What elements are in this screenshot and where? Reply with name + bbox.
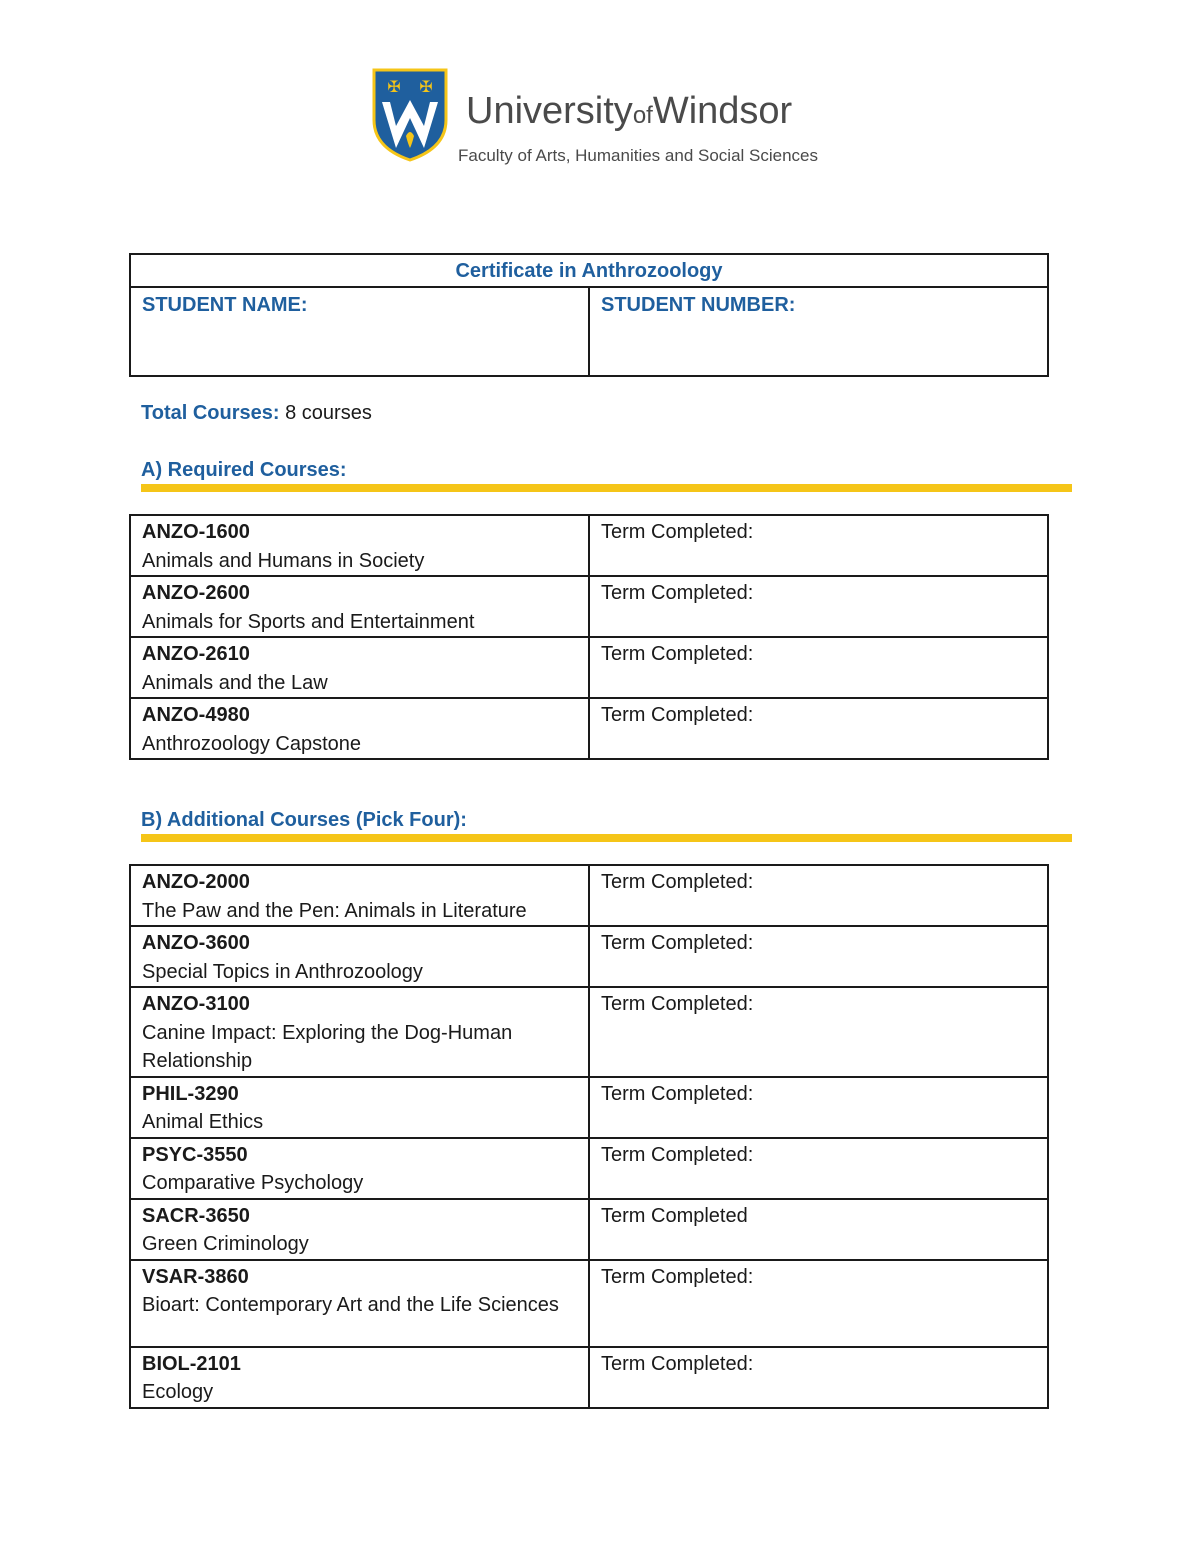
course-title: Anthrozoology Capstone [142,732,362,755]
course-code: BIOL-2101 [142,1352,241,1375]
course-code: ANZO-3100 [142,993,250,1015]
term-completed-label: Term Completed [601,1204,748,1227]
course-title: Ecology [142,1381,214,1403]
total-courses-value: 8 courses [285,402,372,424]
required-courses-heading: A) Required Courses: [141,459,347,481]
svg-text:✠: ✠ [387,77,401,96]
section-divider [141,834,1072,842]
course-title: The Paw and the Pen: Animals in Literature [142,899,527,922]
course-code: ANZO-3600 [142,932,250,954]
term-completed-label: Term Completed: [601,643,754,665]
table-row [130,1077,1048,1138]
term-completed-label: Term Completed: [601,582,754,604]
course-cell [130,1077,589,1138]
course-cell [130,926,589,987]
table-row [130,698,1048,759]
university-logo [372,68,842,168]
term-completed-cell[interactable] [589,698,1048,759]
table-row [130,576,1048,637]
course-code: ANZO-4980 [142,704,250,726]
course-cell [130,987,589,1077]
university-name: UniversityofWindsor [466,90,793,132]
course-code: ANZO-2600 [142,582,250,604]
course-cell [130,515,589,576]
term-completed-cell[interactable] [589,1199,1048,1260]
university-shield-icon [372,68,448,162]
course-cell [130,1138,589,1199]
table-row [130,1260,1048,1347]
required-courses-table [129,514,1049,760]
table-row [130,987,1048,1077]
term-completed-cell[interactable] [589,576,1048,637]
term-completed-cell[interactable] [589,1260,1048,1347]
term-completed-label: Term Completed: [601,1352,754,1375]
term-completed-label: Term Completed: [601,521,754,543]
additional-courses-heading: B) Additional Courses (Pick Four): [141,809,467,831]
faculty-name: Faculty of Arts, Humanities and Social Sciences [458,146,818,165]
course-title: Special Topics in Anthrozoology [142,960,423,983]
term-completed-label: Term Completed: [601,704,754,726]
course-code: PSYC-3550 [142,1143,248,1166]
course-code: ANZO-2610 [142,643,250,665]
table-row [130,1199,1048,1260]
table-row [130,1138,1048,1199]
course-title: Comparative Psychology [142,1172,364,1194]
student-number-field[interactable] [589,287,1048,376]
student-name-label: STUDENT NAME: [142,294,308,316]
course-cell [130,698,589,759]
course-cell [130,1347,589,1408]
term-completed-label: Term Completed: [601,932,754,954]
term-completed-cell[interactable] [589,1347,1048,1408]
course-title: Bioart: Contemporary Art and the Life Sciences [142,1294,559,1316]
term-completed-cell[interactable] [589,865,1048,926]
course-cell [130,1260,589,1347]
certificate-title: Certificate in Anthrozoology [130,254,1048,287]
table-row [130,1347,1048,1408]
course-code: SACR-3650 [142,1204,250,1227]
student-number-label: STUDENT NUMBER: [601,294,796,316]
course-title: Green Criminology [142,1233,309,1255]
term-completed-cell[interactable] [589,926,1048,987]
term-completed-cell[interactable] [589,987,1048,1077]
additional-courses-table [129,864,1049,1409]
term-completed-cell[interactable] [589,1138,1048,1199]
course-code: PHIL-3290 [142,1082,239,1105]
section-divider [141,484,1072,492]
table-row [130,865,1048,926]
table-row [130,637,1048,698]
course-code: ANZO-1600 [142,521,250,543]
course-title: Canine Impact: Exploring the Dog-Human Relationship [142,1021,513,1072]
term-completed-label: Term Completed: [601,1143,754,1166]
course-title: Animals and the Law [142,671,328,694]
course-title: Animals and Humans in Society [142,549,425,572]
svg-text:✠: ✠ [419,77,433,96]
term-completed-label: Term Completed: [601,1082,754,1105]
term-completed-label: Term Completed: [601,1265,754,1288]
course-code: VSAR-3860 [142,1265,249,1288]
table-row [130,926,1048,987]
term-completed-cell[interactable] [589,1077,1048,1138]
course-code: ANZO-2000 [142,871,250,893]
course-cell [130,1199,589,1260]
course-cell [130,865,589,926]
term-completed-cell[interactable] [589,637,1048,698]
course-cell [130,576,589,637]
term-completed-label: Term Completed: [601,871,754,893]
certificate-header-table [129,253,1049,377]
total-courses-label: Total Courses: [141,402,280,424]
course-cell [130,637,589,698]
course-title: Animal Ethics [142,1111,264,1133]
course-title: Animals for Sports and Entertainment [142,610,475,633]
term-completed-cell[interactable] [589,515,1048,576]
total-courses [141,402,372,425]
term-completed-label: Term Completed: [601,993,754,1015]
student-name-field[interactable] [130,287,589,376]
table-row [130,515,1048,576]
